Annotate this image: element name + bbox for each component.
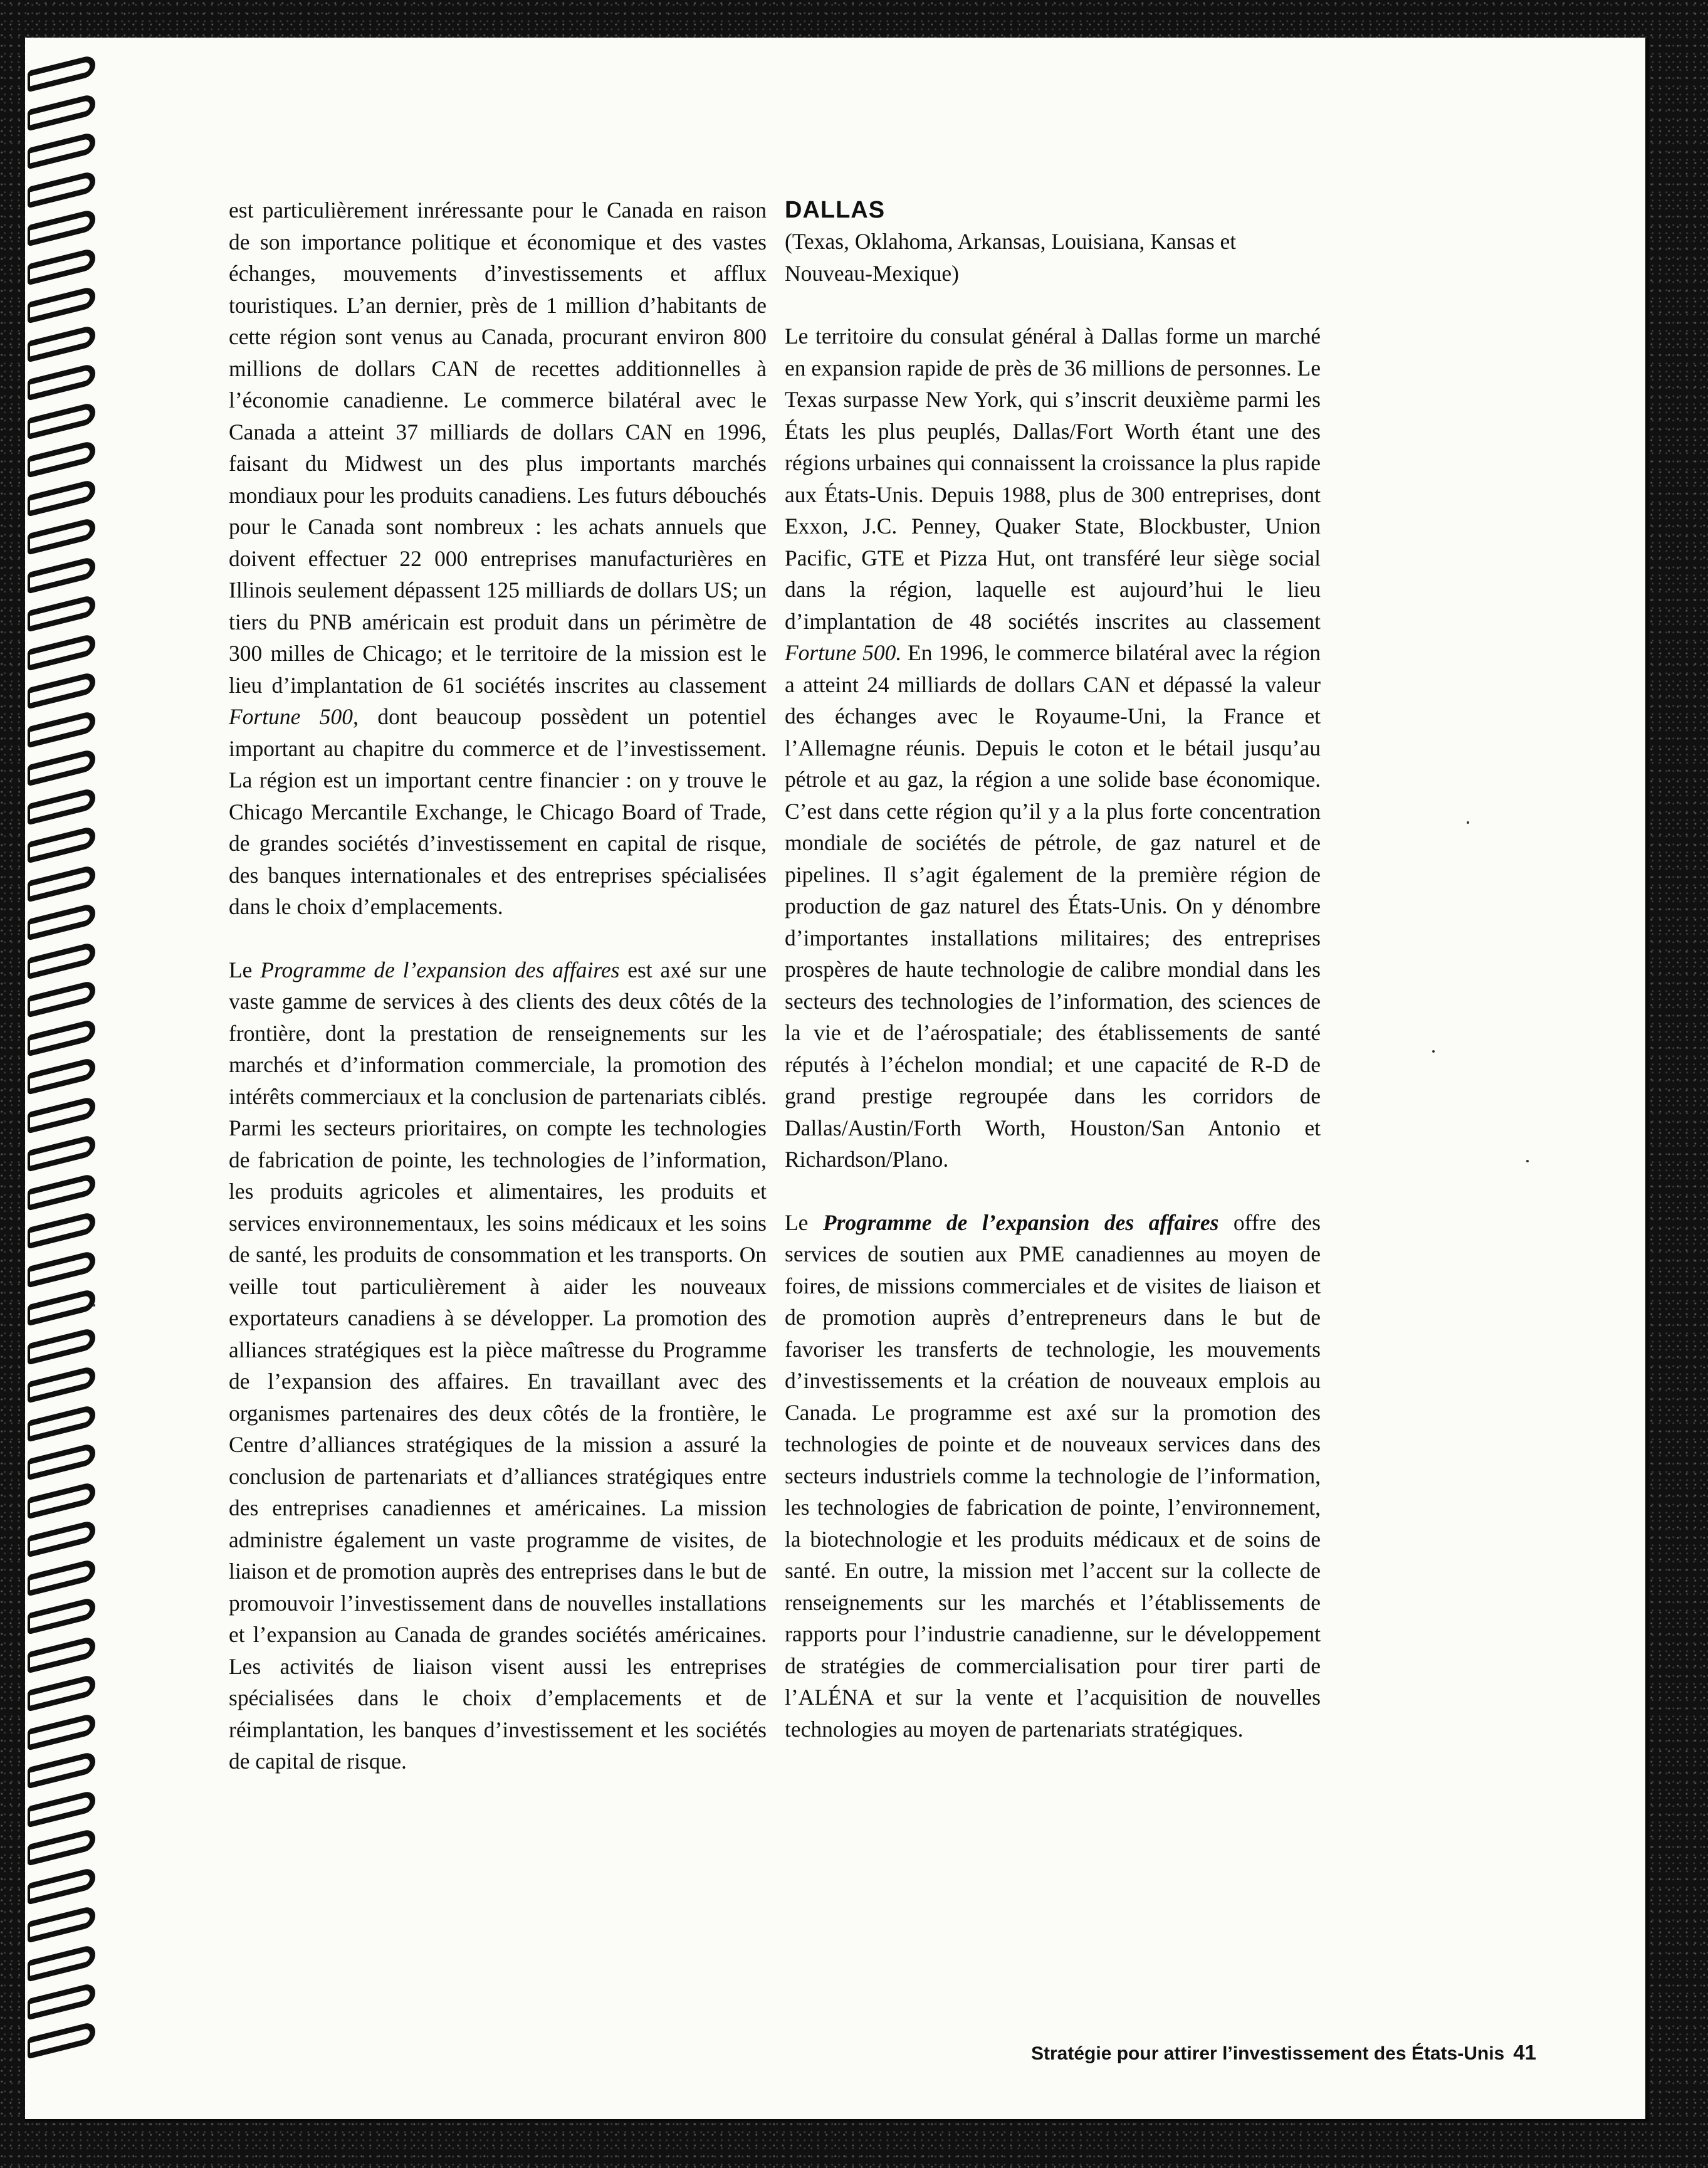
document-page <box>25 38 1649 2122</box>
footer-title: Stratégie pour attirer l’investissement des États-Unis <box>1031 2043 1505 2064</box>
binding-ring <box>28 401 95 439</box>
binding-ring <box>28 1172 95 1211</box>
binding-ring <box>28 1597 95 1635</box>
fortune-500-italic: Fortune 500. <box>785 640 902 665</box>
binding-ring <box>28 1520 95 1558</box>
binding-ring <box>28 903 95 941</box>
scan-speck <box>93 1304 95 1307</box>
binding-ring <box>28 749 95 787</box>
scan-speck <box>1432 1050 1435 1053</box>
binding-ring <box>28 55 95 93</box>
binding-ring <box>28 1327 95 1365</box>
page-footer <box>1031 2041 1536 2065</box>
binding-ring <box>28 555 95 594</box>
binding-ring <box>28 1134 95 1172</box>
binding-ring <box>28 1905 95 1944</box>
binding-ring <box>28 1250 95 1288</box>
binding-ring <box>28 1404 95 1442</box>
binding-ring <box>28 1366 95 1404</box>
binding-ring <box>28 478 95 517</box>
binding-ring <box>28 1982 95 2021</box>
binding-ring <box>28 594 95 633</box>
paragraph: Le Programme de l’expansion des affaires offre des services de soutien aux PME canadiennes au moyen de foires, de missions commerciales et de visites de liaison et de promotion auprès d’entrepreneurs dans le but de favoriser les transferts de technologie, les mouvements d’investissements et la création de nouveaux emplois au Canada. Le programme est axé sur la promotion des technologies de pointe et de nouveaux services dans des secteurs industriels comme la technologie de l’information, les technologies de fabrication de pointe, l’environnement, la biotechnologie et les produits médicaux et de soins de santé. En outre, la mission met l’accent sur la collecte de renseignements sur les marchés et l’établissements de rapports pour l’industrie canadienne, sur le développement de stratégies de commercialisation pour tirer parti de l’ALÉNA et sur la vente et l’acquisition de nouvelles technologies au moyen de partenariats stratégiques. <box>785 1209 1321 1742</box>
binding-ring <box>28 826 95 864</box>
binding-ring <box>28 1751 95 1789</box>
binding-ring <box>28 1018 95 1056</box>
binding-ring <box>28 1789 95 1828</box>
spiral-binding <box>25 63 100 2094</box>
binding-ring <box>28 2021 95 2059</box>
binding-ring <box>28 980 95 1018</box>
binding-ring <box>28 633 95 671</box>
binding-ring <box>28 1095 95 1134</box>
binding-ring <box>28 440 95 478</box>
binding-ring <box>28 1057 95 1095</box>
binding-ring <box>28 1712 95 1750</box>
binding-ring <box>28 864 95 902</box>
binding-ring <box>28 209 95 247</box>
binding-ring <box>28 1828 95 1866</box>
left-column <box>229 194 767 1777</box>
paragraph: est particulièrement inréressante pour le Canada en raison de son importance politique et économique et des vastes échanges, mouvements d’investissements et afflux touristiques. L’an dernier, près de 1 million d’habitants de cette région sont venus au Canada, procurant environ 800 millions de dollars CAN de recettes additionnelles à l’économie canadienne. Le commerce bilatéral avec le Canada a atteint 37 milliards de dollars CAN en 1996, faisant du Midwest un des plus importants marchés mondiaux pour les produits canadiens. Les futurs débouchés pour le Canada sont nombreux : les achats annuels que doivent effectuer 22 000 entreprises manufacturières en Illinois seulement dépassent 125 milliards de dollars US; un tiers du PNB américain est produit dans un périmètre de 300 milles de Chicago; et le territoire de la mission est le lieu d’implantation de 61 sociétés inscrites au classement Fortune 500, dont beaucoup possèdent un potentiel important au chapitre du commerce et de l’investissement. La région est un important centre financier : on y trouve le Chicago Mercantile Exchange, le Chicago Board of Trade, de grandes sociétés d’investissement en capital de risque, des banques internationales et des entreprises spécialisées dans le choix d’emplacements. <box>229 197 767 919</box>
binding-ring <box>28 1635 95 1673</box>
binding-ring <box>28 1866 95 1905</box>
binding-ring <box>28 671 95 710</box>
scan-speck <box>1526 1160 1529 1162</box>
binding-ring <box>28 132 95 170</box>
binding-ring <box>28 1558 95 1596</box>
binding-ring <box>28 787 95 825</box>
binding-ring <box>28 1944 95 1982</box>
section-heading: DALLAS <box>785 197 886 223</box>
paragraph: Le territoire du consulat général à Dallas forme un marché en expansion rapide de près de 36 millions de personnes. Le Texas surpasse New York, qui s’inscrit deuxième parmi les États les plus peuplés, Dallas/Fort Worth étant une des régions urbaines qui connaissent la croissance la plus rapide aux États-Unis. Depuis 1988, plus de 300 entreprises, dont Exxon, J.C. Penney, Quaker State, Blockbuster, Union Pacific, GTE et Pizza Hut, ont transféré leur siège social dans la région, laquelle est aujourd’hui le lieu d’implantation de 48 sociétés inscrites au classement Fortune 500. En 1996, le commerce bilatéral avec la région a atteint 24 milliards de dollars CAN et dépassé la valeur des échanges avec le Royaume-Uni, la France et l’Allemagne réunis. Depuis le coton et le bétail jusqu’au pétrole et au gaz, la région a une solide base économique. C’est dans cette région qu’il y a la plus forte concentration mondiale de sociétés de pétrole, de gaz naturel et de pipelines. Il s’agit également de la première région de production de gaz naturel des États-Unis. On y dénombre d’importantes installations militaires; des entreprises prospères de haute technologie de calibre mondial dans les secteurs des technologies de l’information, des sciences de la vie et de l’aérospatiale; des établissements de santé réputés à l’échelon mondial; et une capacité de R-D de grand prestige regroupée dans les corridors de Dallas/Austin/Forth Worth, Houston/San Antonio et Richardson/Plano. <box>785 324 1321 1172</box>
binding-ring <box>28 941 95 979</box>
binding-ring <box>28 1481 95 1519</box>
right-column <box>785 194 1321 1745</box>
fortune-500-italic: Fortune 500 <box>229 704 354 729</box>
paragraph: Le Programme de l’expansion des affaires est axé sur une vaste gamme de services à des clients des deux côtés de la frontière, dont la prestation de renseignements sur les marchés et d’information commerciale, la promotion des intérêts commerciaux et la conclusion de partenariats ciblés. Parmi les secteurs prioritaires, on compte les technologies de fabrication de pointe, les technologies de l’information, les produits agricoles et alimentaires, les produits et services environnementaux, les soins médicaux et les soins de santé, les produits de consommation et les transports. On veille tout particulièrement à aider les nouveaux exportateurs canadiens à se développer. La promotion des alliances stratégiques est la pièce maîtresse du Programme de l’expansion des affaires. En travaillant avec des organismes partenaires des deux côtés de la frontière, le Centre d’alliances stratégiques de la mission a assuré la conclusion de partenariats et d’alliances stratégiques entre des entreprises canadiennes et américaines. La mission administre également un vaste programme de visites, de liaison et de promotion auprès des entreprises dans le but de promouvoir l’investissement dans de nouvelles installations et l’expansion au Canada de grandes sociétés américaines. Les activités de liaison visent aussi les entreprises spécialisées dans le choix d’emplacements et de réimplantation, les banques d’investissement et les sociétés de capital de risque. <box>229 957 767 1774</box>
page-number: 41 <box>1513 2041 1536 2064</box>
binding-ring <box>28 1211 95 1250</box>
binding-ring <box>28 1674 95 1712</box>
binding-ring <box>28 710 95 748</box>
section-subheading: (Texas, Oklahoma, Arkansas, Louisiana, Kansas et Nouveau-Mexique) <box>785 229 1237 286</box>
binding-ring <box>28 286 95 324</box>
binding-ring <box>28 247 95 285</box>
binding-ring <box>28 93 95 131</box>
binding-ring <box>28 1443 95 1481</box>
binding-ring <box>28 170 95 208</box>
program-name-italic: Programme de l’expansion des affaires <box>260 957 620 982</box>
binding-ring <box>28 517 95 555</box>
program-name-bold-italic: Programme de l’expansion des affaires <box>822 1209 1219 1235</box>
binding-ring <box>28 324 95 362</box>
binding-ring <box>28 1288 95 1327</box>
scan-speck <box>1467 821 1469 824</box>
binding-ring <box>28 363 95 401</box>
